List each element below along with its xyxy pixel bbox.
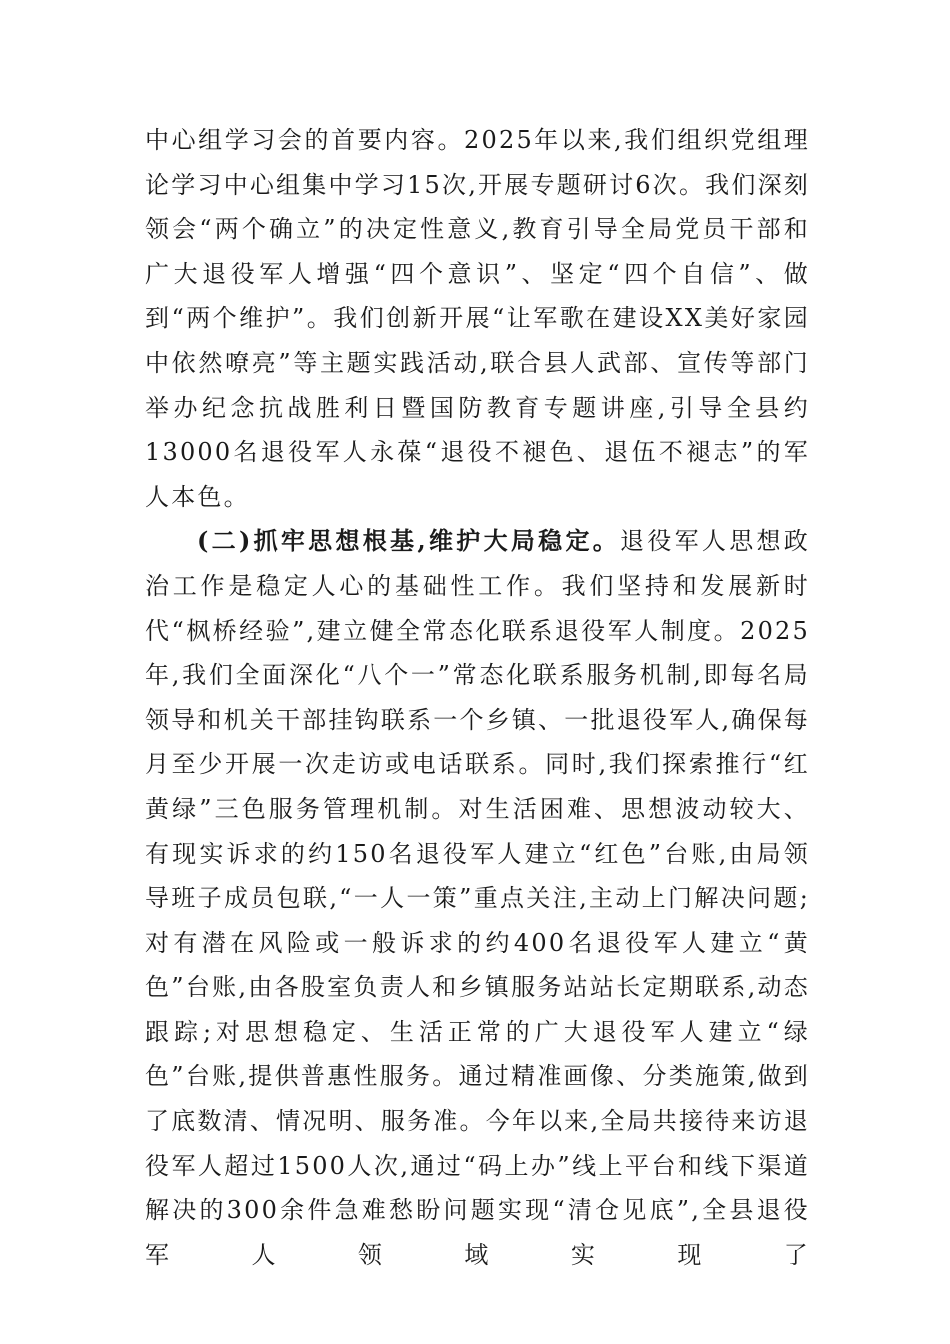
paragraph-theory-study bbox=[145, 118, 810, 519]
paragraph-theory-study-text: 中心组学习会的首要内容。2025年以来,我们组织党组理论学习中心组集中学习15次,开展专题研讨6次。我们深刻领会“两个确立”的决定性意义,教育引导全局党员干部和广大退役军人增强“四个意识”、坚定“四个自信”、做到“两个维护”。我们创新开展“让军歌在建设XX美好家园中依然嘹亮”等主题实践活动,联合县人武部、宣传等部门举办纪念抗战胜利日暨国防教育专题讲座,引导全县约13000名退役军人永葆“退役不褪色、退伍不褪志”的军人本色。 bbox=[145, 126, 810, 511]
paragraph-ideological-foundation bbox=[145, 519, 810, 1277]
paragraph-ideological-foundation-text: 退役军人思想政治工作是稳定人心的基础性工作。我们坚持和发展新时代“枫桥经验”,建立健全常态化联系退役军人制度。2025年,我们全面深化“八个一”常态化联系服务机制,即每名局领导和机关干部挂钩联系一个乡镇、一批退役军人,确保每月至少开展一次走访或电话联系。同时,我们探索推行“红黄绿”三色服务管理机制。对生活困难、思想波动较大、有现实诉求的约150名退役军人建立“红色”台账,由局领导班子成员包联,“一人一策”重点关注,主动上门解决问题;对有潜在风险或一般诉求的约400名退役军人建立“黄色”台账,由各股室负责人和乡镇服务站站长定期联系,动态跟踪;对思想稳定、生活正常的广大退役军人建立“绿色”台账,提供普惠性服务。通过精准画像、分类施策,做到了底数清、情况明、服务准。今年以来,全局共接待来访退役军人超过1500人次,通过“码上办”线上平台和线下渠道解决的300余件急难愁盼问题实现“清仓见底”,全县退役军人领域实现了 bbox=[145, 527, 811, 1269]
section-heading-two: (二)抓牢思想根基,维护大局稳定。 bbox=[197, 526, 621, 556]
